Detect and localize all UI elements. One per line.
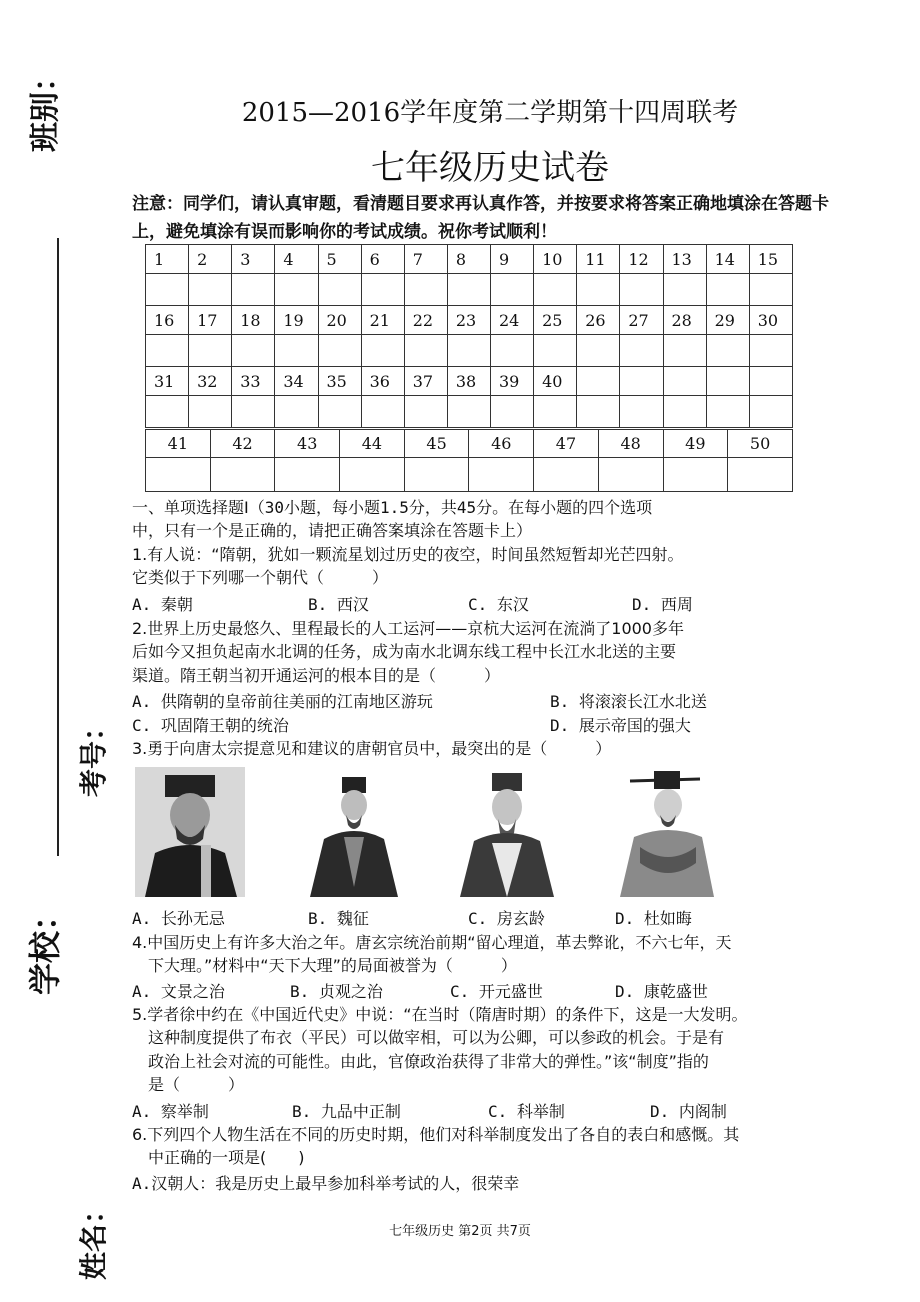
q4-option-d: D. 康乾盛世 <box>615 982 708 1001</box>
school-label: 学校： <box>26 898 64 995</box>
answer-cell[interactable] <box>620 274 663 306</box>
answer-cell[interactable] <box>577 335 620 367</box>
answer-cell[interactable] <box>706 274 749 306</box>
grid-number-row <box>146 367 793 396</box>
grid-answer-row <box>146 396 793 428</box>
q2-option-d: D. 展示帝国的强大 <box>550 716 691 735</box>
question-number-cell: 5 <box>318 245 361 274</box>
answer-cell[interactable] <box>340 458 405 492</box>
answer-cell[interactable] <box>706 396 749 428</box>
answer-cell[interactable] <box>361 274 404 306</box>
binding-line <box>57 238 59 856</box>
answer-cell[interactable] <box>361 396 404 428</box>
q5-stem-line4: 是（ ） <box>132 1075 245 1094</box>
q1-option-b: B. 西汉 <box>308 595 369 614</box>
answer-cell[interactable] <box>749 274 792 306</box>
question-number-cell: 30 <box>749 306 792 335</box>
question-number-cell: 8 <box>447 245 490 274</box>
answer-cell[interactable] <box>275 458 340 492</box>
q1-option-c: C. 东汉 <box>468 595 529 614</box>
answer-cell[interactable] <box>404 396 447 428</box>
answer-cell[interactable] <box>663 274 706 306</box>
question-number-cell: 28 <box>663 306 706 335</box>
question-number-cell: 45 <box>404 430 469 458</box>
q4-option-a: A. 文景之治 <box>132 982 225 1001</box>
question-number-cell: 1 <box>146 245 189 274</box>
question-number-cell: 4 <box>275 245 318 274</box>
exam-title: 2015—2016学年度第二学期第十四周联考 <box>241 98 739 128</box>
question-number-cell: 20 <box>318 306 361 335</box>
q1-stem-line2: 它类似于下列哪一个朝代（ ） <box>132 568 389 587</box>
answer-cell[interactable] <box>189 396 232 428</box>
answer-cell[interactable] <box>598 458 663 492</box>
answer-cell[interactable] <box>361 335 404 367</box>
question-number-cell: 35 <box>318 367 361 396</box>
question-number-cell: 42 <box>210 430 275 458</box>
question-number-cell: 46 <box>469 430 534 458</box>
question-number-cell: 2 <box>189 245 232 274</box>
question-number-cell: 38 <box>447 367 490 396</box>
answer-cell[interactable] <box>318 274 361 306</box>
question-number-cell: 50 <box>728 430 793 458</box>
answer-grid-41-50 <box>145 429 793 492</box>
answer-cell[interactable] <box>749 396 792 428</box>
q1-option-d: D. 西周 <box>632 595 693 614</box>
question-number-cell: 11 <box>577 245 620 274</box>
section-heading-line2: 中，只有一个是正确的，请把正确答案填涂在答题卡上） <box>132 521 533 540</box>
grid-number-row <box>146 245 793 274</box>
question-number-cell: 6 <box>361 245 404 274</box>
answer-cell[interactable] <box>275 274 318 306</box>
grid-answer-row <box>146 274 793 306</box>
question-number-cell: 24 <box>491 306 534 335</box>
answer-cell[interactable] <box>534 396 577 428</box>
question-number-cell <box>620 367 663 396</box>
name-label: 姓名： <box>77 1195 110 1280</box>
question-number-cell: 49 <box>663 430 728 458</box>
answer-cell[interactable] <box>491 396 534 428</box>
q2-stem-line2: 后如今又担负起南水北调的任务，成为南水北调东线工程中长江水北送的主要 <box>132 642 677 661</box>
q5-option-d: D. 内阁制 <box>650 1102 727 1121</box>
answer-cell[interactable] <box>232 274 275 306</box>
q3-option-c: C. 房玄龄 <box>468 909 545 928</box>
q3-option-a: A. 长孙无忌 <box>132 909 225 928</box>
answer-cell[interactable] <box>210 458 275 492</box>
q5-stem-line3: 政治上社会对流的可能性。由此，官僚政治获得了非常大的弹性。”该“制度”指的 <box>132 1052 709 1071</box>
q5-option-c: C. 科举制 <box>488 1102 565 1121</box>
q6-stem-line1: 6.下列四个人物生活在不同的历史时期，他们对科举制度发出了各自的表白和感慨。其 <box>132 1125 740 1144</box>
answer-cell[interactable] <box>577 396 620 428</box>
answer-cell[interactable] <box>146 458 211 492</box>
question-number-cell: 29 <box>706 306 749 335</box>
portrait-du-ruhui <box>610 767 720 897</box>
question-number-cell <box>706 367 749 396</box>
answer-cell[interactable] <box>534 458 599 492</box>
answer-cell[interactable] <box>232 335 275 367</box>
exam-notice: 注意：同学们，请认真审题，看清题目要求再认真作答，并按要求将答案正确地填涂在答题卡上，避免填涂有误而影响你的考试成绩。祝你考试顺利！ <box>132 194 829 242</box>
q1-option-a: A. 秦朝 <box>132 595 193 614</box>
answer-cell[interactable] <box>275 396 318 428</box>
question-number-cell: 9 <box>491 245 534 274</box>
question-number-cell: 31 <box>146 367 189 396</box>
answer-cell[interactable] <box>749 335 792 367</box>
q2-option-b: B. 将滚滚长江水北送 <box>550 692 707 711</box>
question-number-cell: 19 <box>275 306 318 335</box>
question-number-cell: 26 <box>577 306 620 335</box>
question-number-cell: 43 <box>275 430 340 458</box>
answer-cell[interactable] <box>534 274 577 306</box>
answer-cell[interactable] <box>728 458 793 492</box>
q5-stem-line1: 5.学者徐中约在《中国近代史》中说：“在当时（隋唐时期）的条件下，这是一大发明。 <box>132 1005 748 1024</box>
question-number-cell: 16 <box>146 306 189 335</box>
q3-option-d: D. 杜如晦 <box>615 909 692 928</box>
question-number-cell: 40 <box>534 367 577 396</box>
portrait-fang-xuanling <box>452 767 562 897</box>
q6-option-a: A.汉朝人：我是历史上最早参加科举考试的人，很荣幸 <box>132 1174 520 1193</box>
answer-cell[interactable] <box>189 274 232 306</box>
question-number-cell: 13 <box>663 245 706 274</box>
answer-cell[interactable] <box>146 274 189 306</box>
page-footer: 七年级历史 第2页 共7页 <box>389 1224 531 1239</box>
question-number-cell: 7 <box>404 245 447 274</box>
question-number-cell: 34 <box>275 367 318 396</box>
question-number-cell <box>663 367 706 396</box>
question-number-cell: 3 <box>232 245 275 274</box>
question-number-cell <box>577 367 620 396</box>
question-number-cell: 10 <box>534 245 577 274</box>
question-number-cell: 23 <box>447 306 490 335</box>
q1-stem-line1: 1.有人说：“隋朝，犹如一颗流星划过历史的夜空，时间虽然短暂却光芒四射。 <box>132 545 684 564</box>
question-number-cell: 37 <box>404 367 447 396</box>
question-number-cell: 33 <box>232 367 275 396</box>
section-heading-line1: 一、单项选择题Ⅰ（30小题，每小题1.5分，共45分。在每小题的四个选项 <box>132 498 653 517</box>
q5-option-a: A. 察举制 <box>132 1102 209 1121</box>
grid-answer-row <box>146 335 793 367</box>
q6-stem-line2: 中正确的一项是( ) <box>132 1148 305 1167</box>
question-number-cell: 18 <box>232 306 275 335</box>
q5-option-b: B. 九品中正制 <box>292 1102 401 1121</box>
grid-number-row <box>146 306 793 335</box>
q4-stem-line1: 4.中国历史上有许多大治之年。唐玄宗统治前期“留心理道，革去弊讹，不六七年，天 <box>132 933 732 952</box>
class-label: 班别： <box>28 62 63 152</box>
answer-cell[interactable] <box>577 274 620 306</box>
q3-stem: 3.勇于向唐太宗提意见和建议的唐朝官员中，最突出的是（ ） <box>132 739 612 758</box>
answer-cell[interactable] <box>404 274 447 306</box>
q2-option-a: A. 供隋朝的皇帝前往美丽的江南地区游玩 <box>132 692 433 711</box>
answer-cell[interactable] <box>663 335 706 367</box>
answer-cell[interactable] <box>447 274 490 306</box>
answer-cell[interactable] <box>189 335 232 367</box>
answer-cell[interactable] <box>447 396 490 428</box>
question-number-cell: 41 <box>146 430 211 458</box>
q2-stem-line1: 2.世界上历史最悠久、里程最长的人工运河——京杭大运河在流淌了1000多年 <box>132 619 684 638</box>
answer-cell[interactable] <box>706 335 749 367</box>
answer-cell[interactable] <box>534 335 577 367</box>
question-number-cell: 15 <box>749 245 792 274</box>
q5-stem-line2: 这种制度提供了布衣（平民）可以做宰相，可以为公卿，可以参政的机会。于是有 <box>132 1028 725 1047</box>
portrait-wei-zheng <box>298 767 408 897</box>
exam-number-label: 考号： <box>77 712 110 797</box>
portrait-changsun-wuji <box>135 767 245 897</box>
answer-cell[interactable] <box>469 458 534 492</box>
answer-cell[interactable] <box>491 335 534 367</box>
answer-cell[interactable] <box>491 274 534 306</box>
question-number-cell: 39 <box>491 367 534 396</box>
answer-cell[interactable] <box>404 458 469 492</box>
answer-cell[interactable] <box>620 335 663 367</box>
grid-number-row <box>146 430 793 458</box>
q3-option-b: B. 魏征 <box>308 909 369 928</box>
answer-cell[interactable] <box>620 396 663 428</box>
answer-cell[interactable] <box>232 396 275 428</box>
question-number-cell: 47 <box>534 430 599 458</box>
q4-option-b: B. 贞观之治 <box>290 982 383 1001</box>
question-number-cell: 48 <box>598 430 663 458</box>
answer-cell[interactable] <box>146 335 189 367</box>
q2-option-c: C. 巩固隋王朝的统治 <box>132 716 289 735</box>
answer-cell[interactable] <box>663 396 706 428</box>
question-number-cell: 22 <box>404 306 447 335</box>
question-number-cell: 27 <box>620 306 663 335</box>
question-number-cell: 25 <box>534 306 577 335</box>
question-number-cell: 17 <box>189 306 232 335</box>
answer-grid <box>145 244 793 428</box>
q4-stem-line2: 下大理。”材料中“天下大理”的局面被誉为（ ） <box>132 956 517 975</box>
q4-option-c: C. 开元盛世 <box>450 982 543 1001</box>
question-number-cell: 32 <box>189 367 232 396</box>
question-number-cell <box>749 367 792 396</box>
answer-cell[interactable] <box>318 396 361 428</box>
question-number-cell: 44 <box>340 430 405 458</box>
question-number-cell: 36 <box>361 367 404 396</box>
question-number-cell: 12 <box>620 245 663 274</box>
answer-cell[interactable] <box>663 458 728 492</box>
paper-title: 七年级历史试卷 <box>371 148 609 188</box>
answer-cell[interactable] <box>146 396 189 428</box>
question-number-cell: 21 <box>361 306 404 335</box>
q2-stem-line3: 渠道。隋王朝当初开通运河的根本目的是（ ） <box>132 666 501 685</box>
answer-cell[interactable] <box>447 335 490 367</box>
answer-cell[interactable] <box>404 335 447 367</box>
question-number-cell: 14 <box>706 245 749 274</box>
answer-cell[interactable] <box>275 335 318 367</box>
answer-cell[interactable] <box>318 335 361 367</box>
grid-answer-row <box>146 458 793 492</box>
